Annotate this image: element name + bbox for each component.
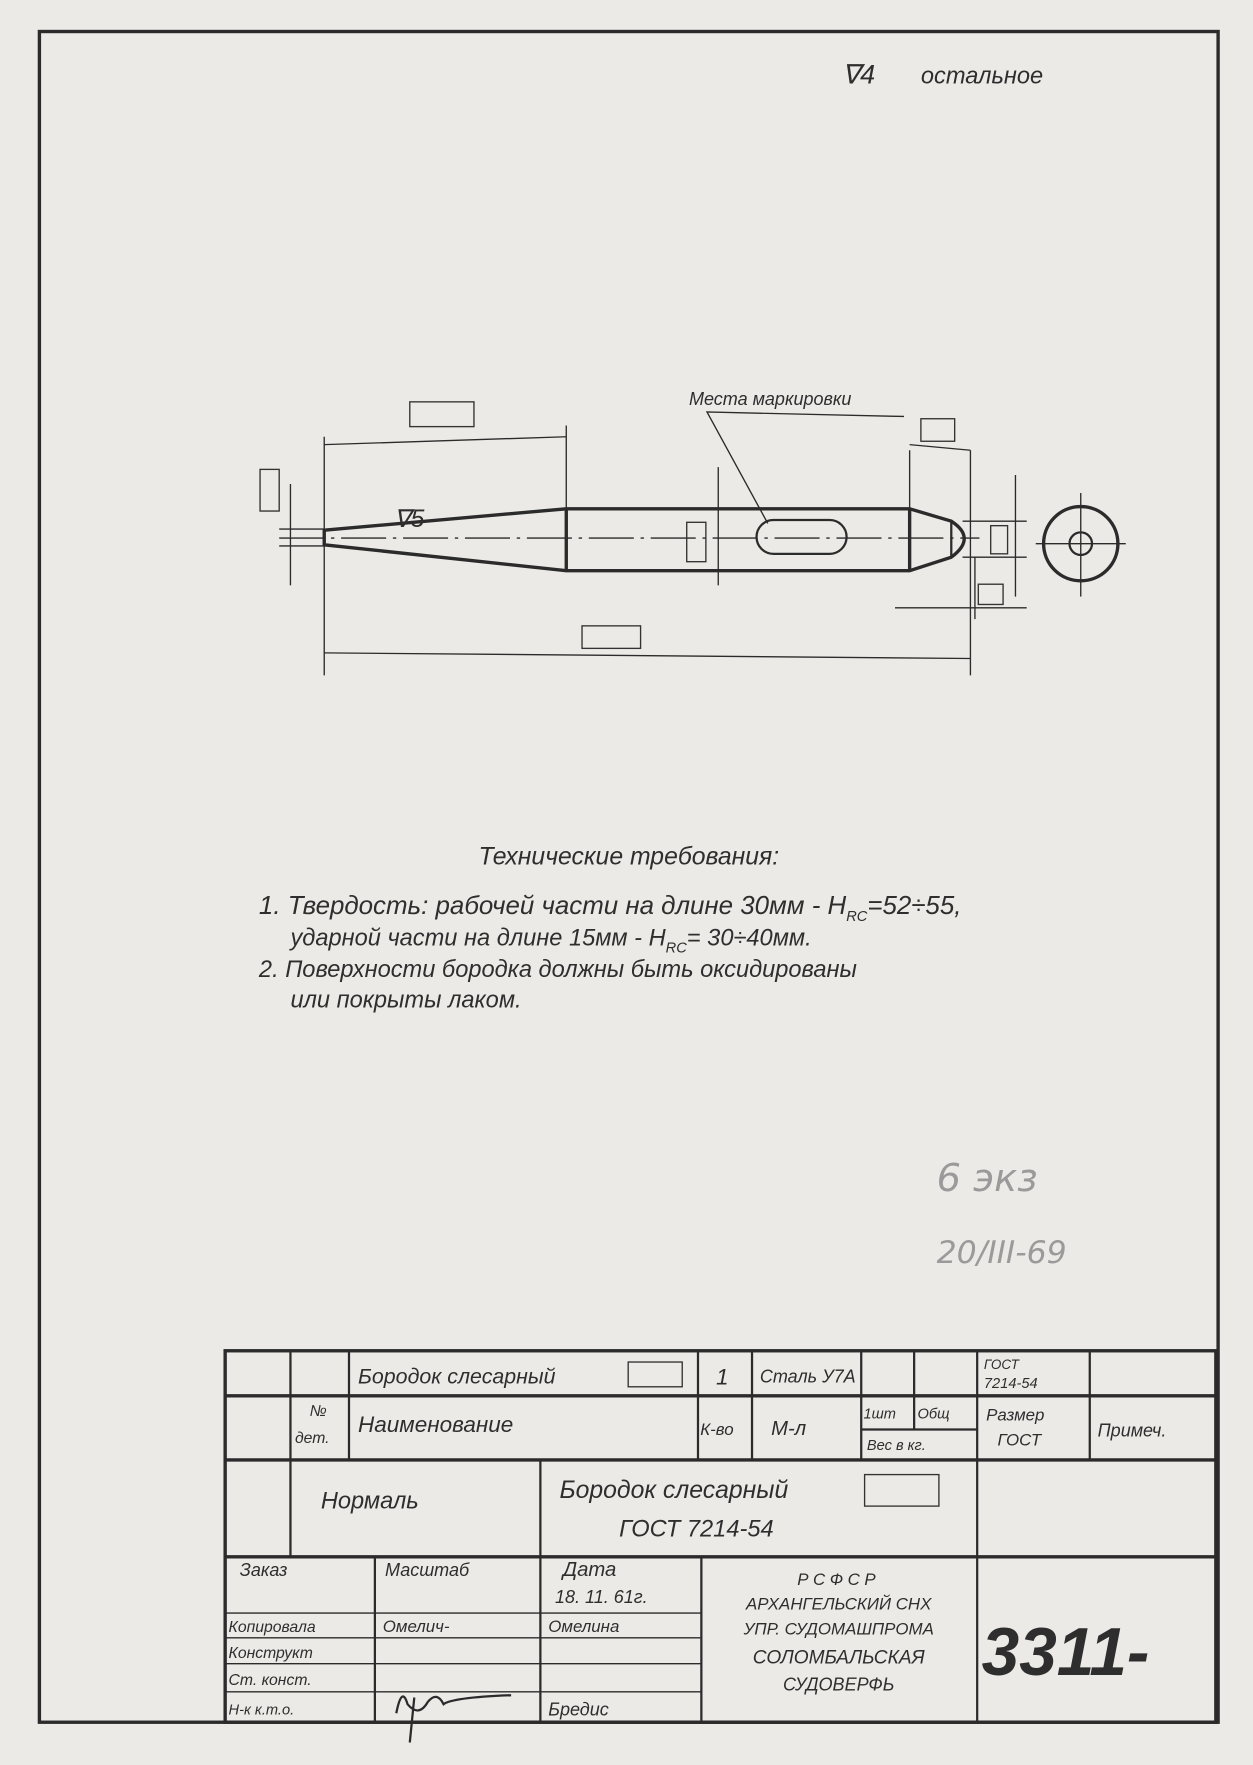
roughness-other-symbol: ∇4 xyxy=(842,59,876,90)
row1-standard-line2: 7214-54 xyxy=(983,1375,1038,1392)
tech-requirements-title: Технические требования: xyxy=(478,843,780,871)
header-name: Наименование xyxy=(358,1411,514,1437)
header-weight-total: Общ xyxy=(917,1406,950,1423)
date-label: Дата xyxy=(562,1558,617,1581)
tech-req-item2-line1: 2. Поверхности бородка должны быть оксидированы xyxy=(258,957,857,984)
org-line3: УПР. СУДОМАШПРОМА xyxy=(743,1619,934,1639)
date-value: 18. 11. 61г. xyxy=(555,1586,648,1607)
normal-label: Нормаль xyxy=(320,1488,419,1515)
scale-label: Масштаб xyxy=(385,1559,470,1580)
drawing-number: 3311- xyxy=(981,1614,1150,1690)
header-note: Примеч. xyxy=(1097,1420,1167,1441)
pencil-note-copies: 6 экз xyxy=(936,1155,1038,1201)
order-label: Заказ xyxy=(239,1559,288,1580)
header-material: М-л xyxy=(771,1418,807,1441)
org-line2: АРХАНГЕЛЬСКИЙ СНХ xyxy=(746,1594,932,1614)
row1-material: Сталь У7А xyxy=(759,1366,856,1387)
row1-name: Бородок слесарный xyxy=(358,1364,556,1389)
designer-label: Конструкт xyxy=(228,1645,313,1663)
pencil-note-date: 20/III-69 xyxy=(936,1234,1067,1271)
roughness-other-label: остальное xyxy=(920,63,1044,90)
copied-signature: Омелич- xyxy=(382,1617,450,1637)
tech-req-item2-line2: или покрыты лаком. xyxy=(290,987,522,1014)
header-weight-unit: 1шт xyxy=(863,1406,896,1423)
tech-req-item1-line2: ударной части на длине $15мм - H_{RC}= 30\div 40мм$. xyxy=(290,925,812,957)
senior-designer-label: Ст. конст. xyxy=(228,1672,312,1690)
header-size-line2: ГОСТ xyxy=(997,1430,1042,1450)
org-line1: РСФСР xyxy=(797,1569,881,1589)
copied-name: Омелина xyxy=(548,1617,620,1637)
header-no-line2: дет. xyxy=(294,1430,330,1448)
tech-req-item1-line1: 1. Твердость: рабочей части на длине $30мм - H_{RC}=52\div 55$, xyxy=(258,892,962,925)
control-name: Бредис xyxy=(548,1699,609,1720)
part-standard: ГОСТ 7214-54 xyxy=(619,1516,774,1543)
header-qty: К-во xyxy=(700,1420,734,1440)
roughness-taper-symbol: ∇5 xyxy=(394,505,425,533)
row1-standard-line1: ГОСТ xyxy=(983,1356,1019,1372)
row1-qty: 1 xyxy=(716,1364,729,1390)
header-no-line1: № xyxy=(309,1403,327,1421)
part-title: Бородок слесарный xyxy=(559,1477,789,1505)
marking-location-label: Места маркировки xyxy=(688,389,852,410)
header-weight: Вес в кг. xyxy=(866,1437,926,1454)
copied-label: Копировала xyxy=(228,1619,316,1637)
header-size-line1: Размер xyxy=(986,1405,1045,1425)
org-line4: СОЛОМБАЛЬСКАЯ xyxy=(752,1647,925,1669)
control-label: Н-к к.т.о. xyxy=(228,1702,295,1719)
org-line5: СУДОВЕРФЬ xyxy=(782,1674,895,1695)
